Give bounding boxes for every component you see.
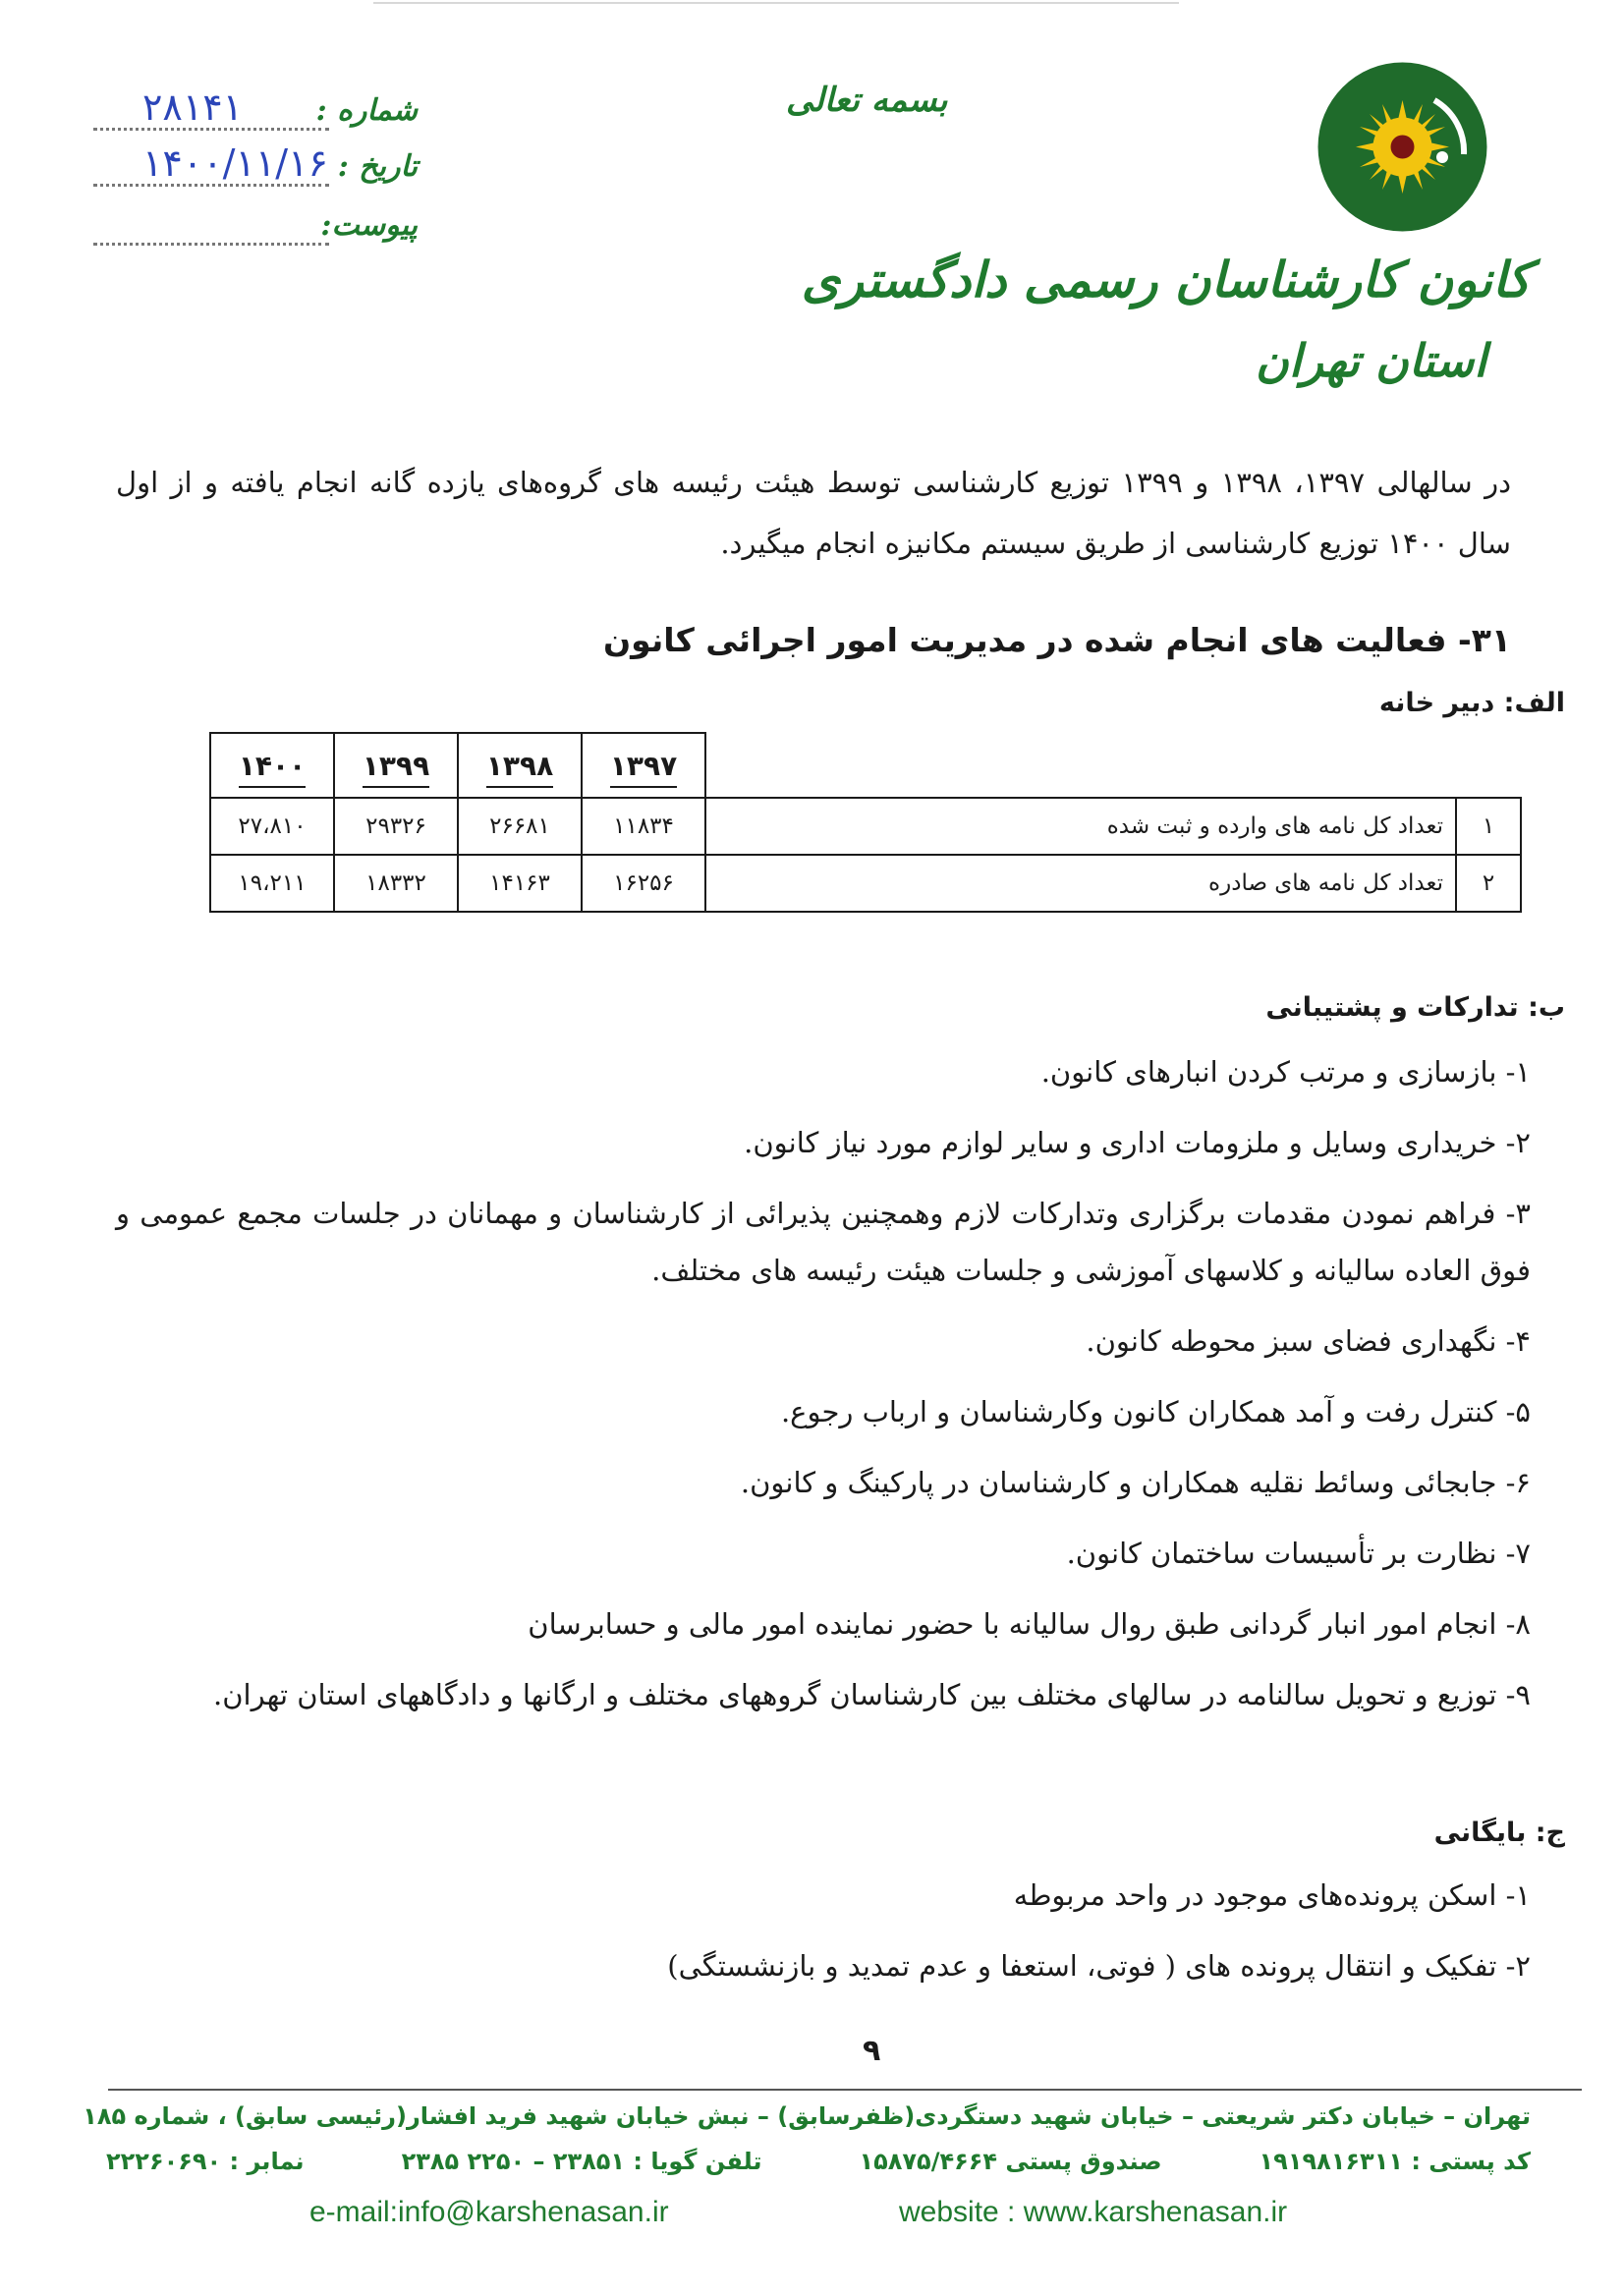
list-item: ۲- خریداری وسایل و ملزومات اداری و سایر لوازم مورد نیاز کانون. [744,1126,1531,1159]
list-item: ۱- بازسازی و مرتب کردن انبارهای کانون. [1040,1055,1531,1089]
table-row [210,798,1521,855]
row-index: ۲ [1456,855,1521,912]
phone-number: تلفن گویا : ۲۳۸۵۱ – ۲۲۵۰ ۲۳۸۵ [401,2148,762,2175]
year-header: ۱۳۹۸ [458,733,582,798]
section-c-title: ج: بایگانی [1433,1818,1565,1848]
list-item: ۳- فراهم نمودن مقدمات برگزاری وتدارکات لازم وهمچنین پذیرائی از کارشناسان و مهمانان در جلسات مجمع عمومی و فوق العاده سالیانه و کلاسهای آموزشی و جلسات هیئت رئیسه های مختلف. [116,1197,1531,1287]
footer-divider [108,2089,1582,2091]
cell-value: ۱۱۸۳۴ [582,798,705,855]
organization-province: استان تهران [1256,334,1486,387]
cell-value: ۱۸۳۳۲ [334,855,458,912]
list-item: ۸- انجام امور انبار گردانی طبق روال سالیانه با حضور نماینده امور مالی و حسابرسان [528,1607,1531,1641]
basmala: بسمه تعالی [786,81,948,120]
list-item: ۹- توزیع و تحویل سالنامه در سالهای مختلف بین کارشناسان گروههای مختلف و ارگانها و دادگاههای استان تهران. [213,1678,1531,1711]
footer-email-link[interactable]: e-mail:info@karshenasan.ir [309,2196,669,2228]
letter-date-value: ۱۴۰۰/۱۱/۱۶ [142,141,328,185]
row-index: ۱ [1456,798,1521,855]
section-a-title: الف: دبیر خانه [1378,688,1565,718]
cell-value: ۱۶۲۵۶ [582,855,705,912]
letter-number-label: شماره : [315,93,418,128]
cell-value: ۲۷،۸۱۰ [210,798,334,855]
fax-number: نمابر : ۲۲۲۶۰۶۹۰ [106,2148,305,2175]
row-label: تعداد کل نامه های صادره [705,855,1456,912]
page-number: ۹ [863,2034,881,2068]
po-box: صندوق پستی ۱۵۸۷۵/۴۶۶۴ [859,2148,1162,2175]
cell-value: ۱۹،۲۱۱ [210,855,334,912]
footer-contact-row [106,2148,1531,2175]
list-item: ۱- اسکن پرونده‌های موجود در واحد مربوطه [1013,1878,1531,1912]
footer-address: تهران – خیابان دکتر شریعتی – خیابان شهید دستگردی(ظفرسابق) – نبش خیابان شهید فرید افشار(رئیسی سابق) ، شماره ۱۸۵ [83,2102,1531,2130]
year-header: ۱۳۹۷ [582,733,705,798]
dotted-line [93,243,329,246]
attachment-field [93,208,418,257]
section-heading: ۳۱- فعالیت های انجام شده در مدیریت امور اجرائی کانون [602,621,1511,659]
list-item: ۵- کنترل رفت و آمد همکاران کانون وکارشناسان و ارباب رجوع. [780,1395,1531,1428]
list-item: ۴- نگهداری فضای سبز محوطه کانون. [1086,1324,1531,1358]
table-row [210,855,1521,912]
top-scan-edge [373,2,1179,4]
list-item: ۶- جابجائی وسائط نقلیه همکاران و کارشناسان در پارکینگ و کانون. [740,1466,1531,1499]
list-item: ۲- تفکیک و انتقال پرونده های ( فوتی، استعفا و عدم تمدید و بازنشستگی) [667,1949,1531,1983]
letter-number-value: ۲۸۱۴۱ [142,85,244,129]
letter-date-field [93,141,418,198]
organization-logo [1316,61,1488,233]
footer-website-link[interactable]: website : www.karshenasan.ir [899,2196,1288,2228]
list-item: ۷- نظارت بر تأسیسات ساختمان کانون. [1066,1537,1531,1570]
archive-list [116,1867,1531,2008]
cell-value: ۲۶۶۸۱ [458,798,582,855]
section-b-title: ب: تدارکات و پشتیبانی [1265,992,1565,1023]
intro-paragraph: در سالهالی ۱۳۹۷، ۱۳۹۸ و ۱۳۹۹ توزیع کارشناسی توسط هیئت رئیسه های گروه‌های یازده گانه انجام یافته و از اول سال ۱۴۰۰ توزیع کارشناسی از طریق سیستم مکانیزه انجام میگیرد. [116,466,1511,560]
year-header: ۱۳۹۹ [334,733,458,798]
organization-name: کانون کارشناسان رسمی دادگستری [801,251,1531,308]
logo-sun-icon [1316,61,1488,233]
logistics-list [116,1043,1531,1737]
letter-date-label: تاریخ : [337,149,418,184]
year-header: ۱۴۰۰ [210,733,334,798]
postal-code: کد پستی : ۱۹۱۹۸۱۶۳۱۱ [1259,2148,1531,2175]
attachment-label: پیوست: [320,208,418,243]
cell-value: ۱۴۱۶۳ [458,855,582,912]
cell-value: ۲۹۳۲۶ [334,798,458,855]
row-label: تعداد کل نامه های وارده و ثبت شده [705,798,1456,855]
secretariat-table [209,732,1522,913]
letter-number-field [93,85,418,142]
table-header-row [210,733,1521,798]
